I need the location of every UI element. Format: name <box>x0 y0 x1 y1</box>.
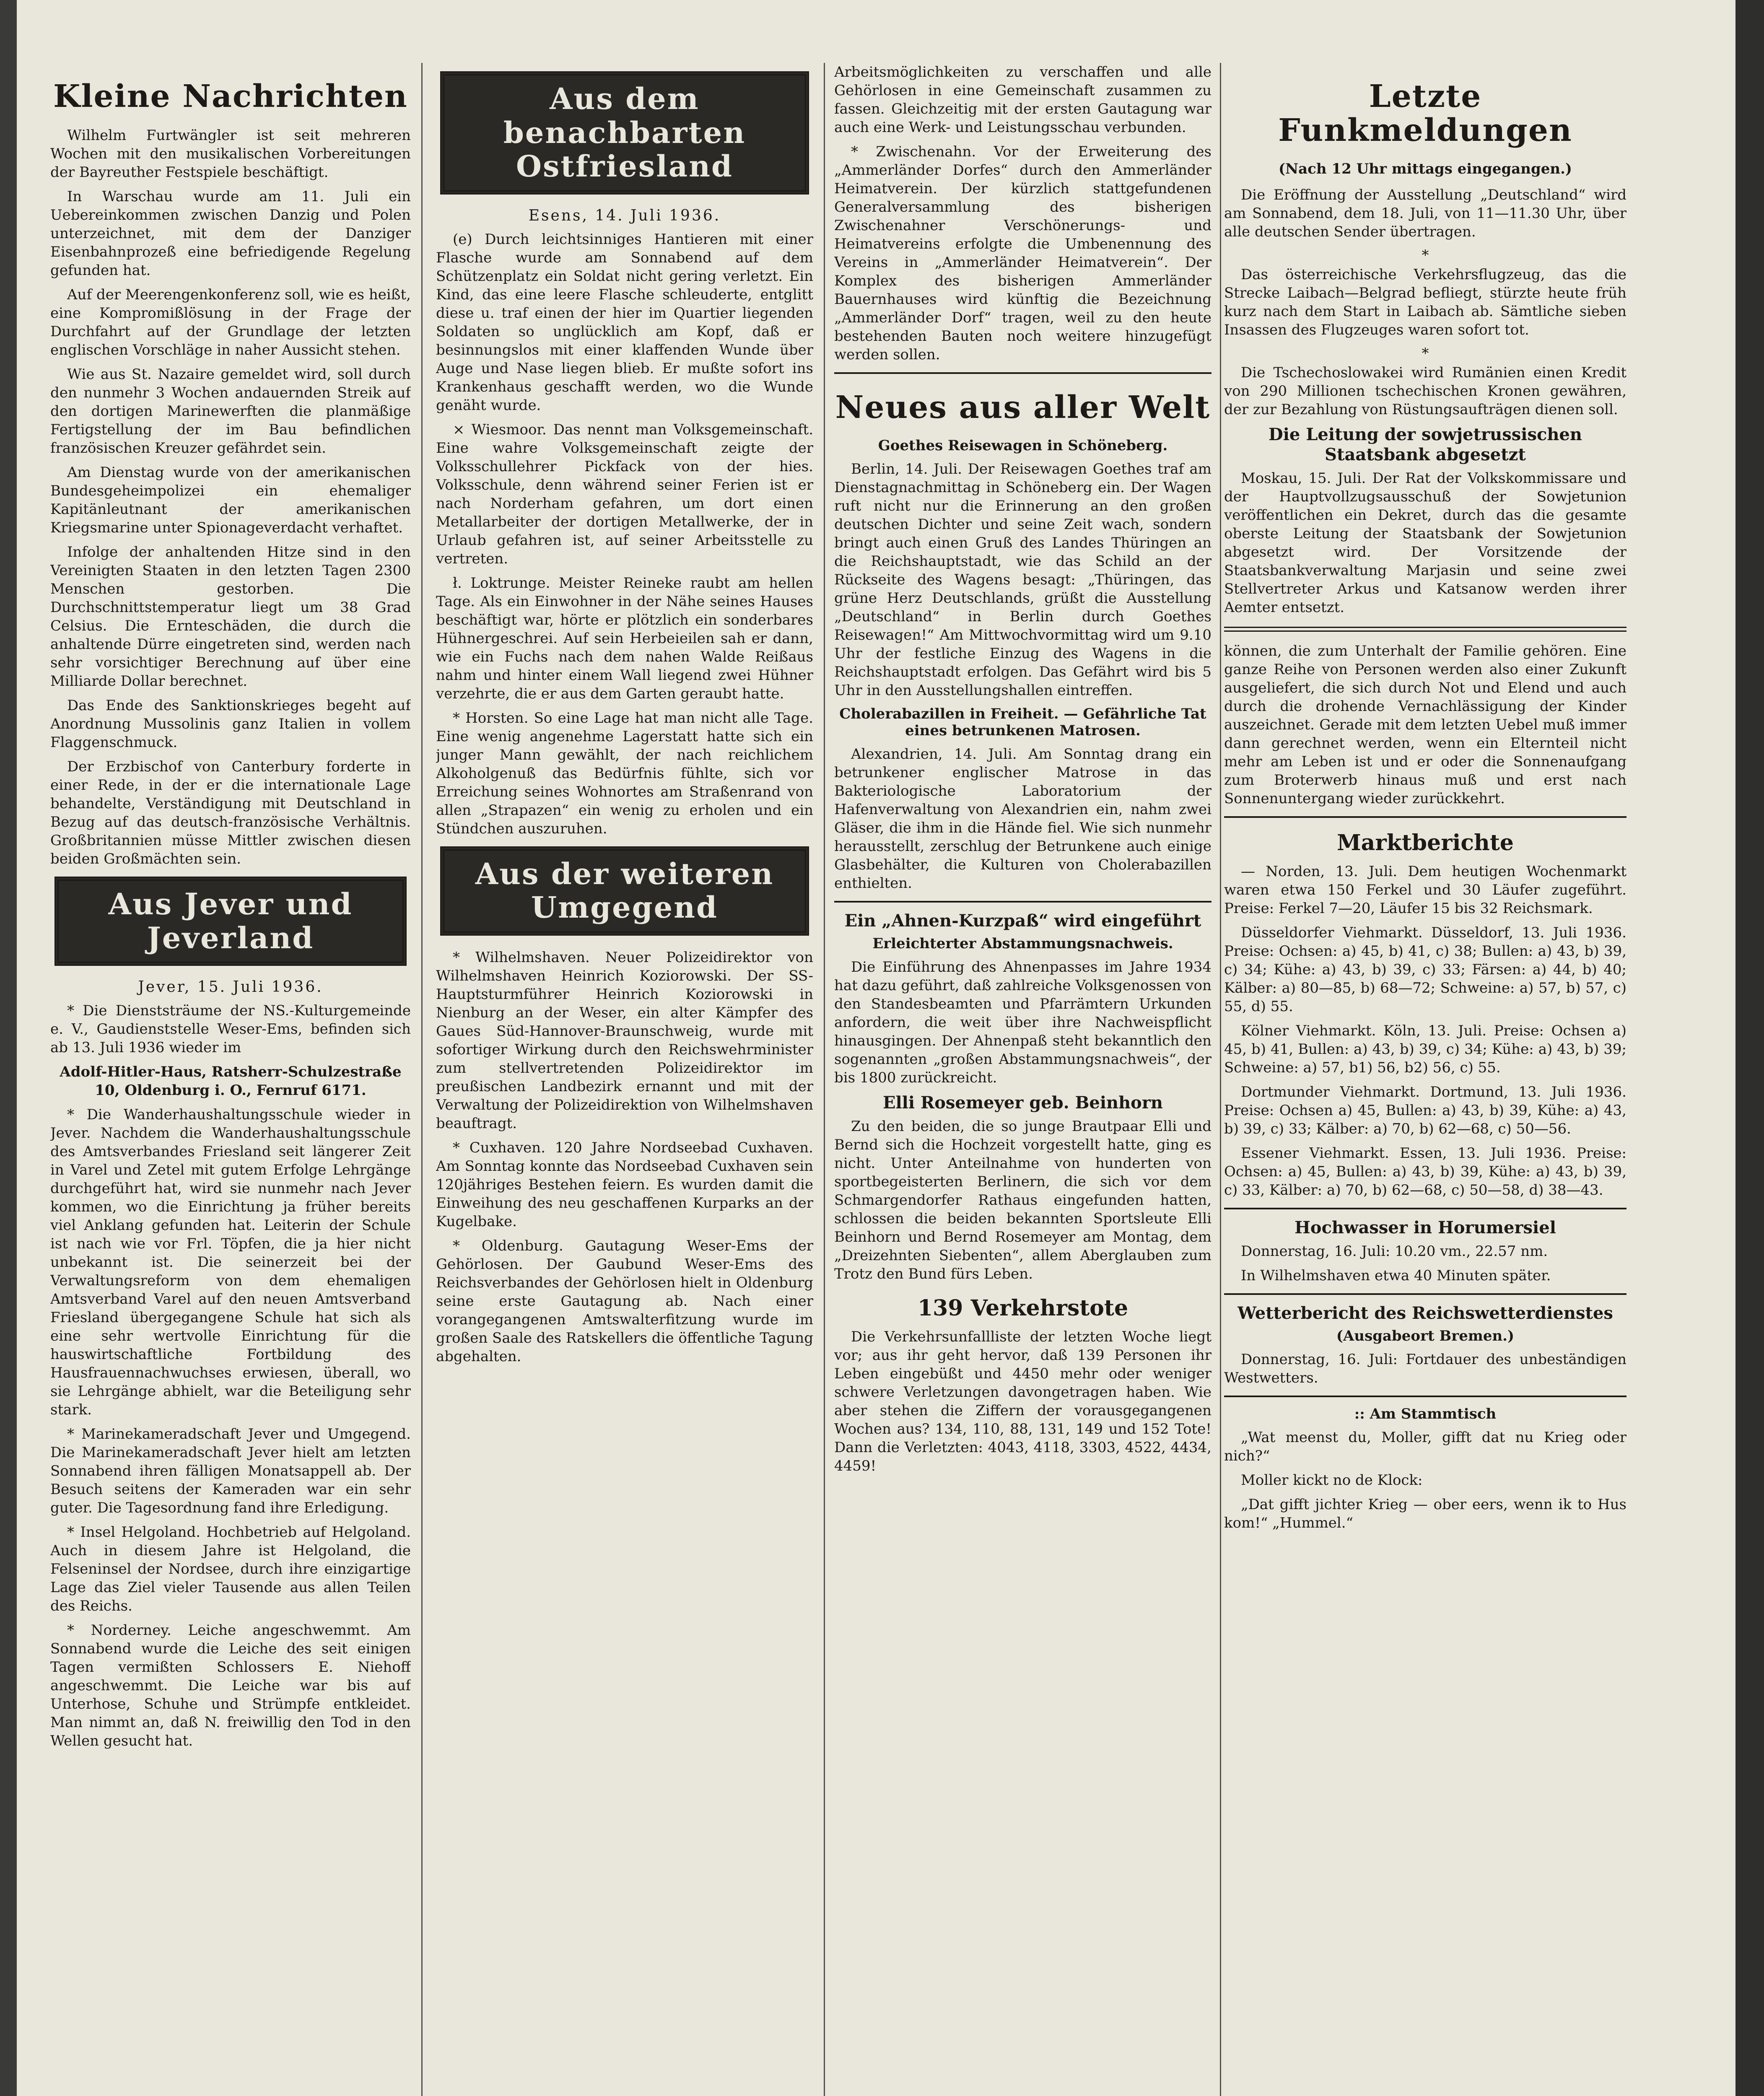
dialogue-line: „Dat gifft jichter Krieg — ober eers, wenn ik to Hus kom!“ „Hummel.“ <box>1224 1496 1627 1531</box>
news-item: Die Einführung des Ahnenpasses im Jahre 1934 hat dazu geführt, daß zahlreiche Volksgenossen von den Standesbeamten und Pfarrämtern Urkunden anfordern, die weit über ihre Nachweispflicht hinausgingen. Der Ahnenpaß steht bekanntlich den sogenannten „großen Abstammungsnachweis“, der bis 1800 zurückreicht. <box>834 959 1211 1087</box>
dateline: Jever, 15. Juli 1936. <box>138 978 323 996</box>
divider <box>1224 816 1627 818</box>
headline: Elli Rosemeyer geb. Beinhorn <box>882 1093 1163 1113</box>
news-item: Infolge der anhaltenden Hitze sind in den Vereinigten Staaten in den letzten Tagen 2300 Menschen gestorben. Die Durchschnittstemperatur liegt um 38 Grad Celsius. Die Ernteschäden, die durch die anhaltende Dürre eingetreten sind, werden nach sehr vorsichtiger Berechnung auf über eine Milliarde Dollar berechnet. <box>50 544 411 690</box>
address-line: Adolf-Hitler-Haus, Ratsherr-Schulzestraße 10, Oldenburg i. O., Fernruf 6171. <box>60 1064 402 1099</box>
news-item: * Oldenburg. Gautagung Weser-Ems der Gehörlosen. Der Gaubund Weser-Ems des Reichsverbandes der Gehörlosen hielt in Oldenburg seine erste Gautagung ab. Nach einer vorangegangenen Amtswalterfitzung wurde im großen Saale des Ratskellers die öffentliche Tagung abgehalten. <box>436 1237 813 1365</box>
market-item: Essener Viehmarkt. Essen, 13. Juli 1936. Preise: Ochsen: a) 45, Bullen: a) 43, b) 39, Kühe: a) 43, b) 39, c) 33, Kälber: a) 70, b) 62—68, c) 50—58, d) 38—43. <box>1224 1144 1627 1198</box>
news-item: Das Ende des Sanktionskrieges begeht auf Anordnung Mussolinis ganz Italien in vollem Flaggenschmuck. <box>50 697 411 751</box>
news-item: können, die zum Unterhalt der Familie gehören. Eine ganze Reihe von Personen werden also einer Zukunft ausgeliefert, die sich durch Not und Elend und auch durch die drohende Vernachlässigung der Kinder auszeichnet. Gerade mit dem letzten Uebel muß immer dann gerechnet werden, wenn ein Elternteil nicht mehr am Leben ist und er oder die Sonnenaufgang zum Broterwerb hinaus muß und erst nach Sonnenuntergang wieder zurückkehrt. <box>1224 642 1627 807</box>
subheadline: Erleichterter Abstammungsnachweis. <box>872 935 1173 952</box>
dateline: Esens, 14. Juli 1936. <box>528 207 721 224</box>
news-item: Die Verkehrsunfallliste der letzten Woche liegt vor; aus ihr geht hervor, daß 139 Personen ihr Leben eingebüßt und 4450 mehr oder weniger schwere Verletzungen davongetragen haben. Wie aber stehen die Ziffern der vorausgegangenen Wochen aus? 134, 110, 88, 131, 149 und 152 Tote! Dann die Verletzten: 4043, 4118, 3303, 4522, 4434, 4459! <box>834 1328 1211 1475</box>
weather-line: Donnerstag, 16. Juli: Fortdauer des unbeständigen Westwetters. <box>1224 1351 1627 1386</box>
news-item: * Die Dienststräume der NS.-Kulturgemeinde e. V., Gaudienststelle Weser-Ems, befinden sich ab 13. Juli 1936 wieder im <box>50 1002 411 1056</box>
news-item: (e) Durch leichtsinniges Hantieren mit einer Flasche wurde am Sonnabend auf dem Schützenplatz ein Soldat nicht gering verletzt. Ein Kind, das eine leere Flasche schleuderte, entglitt diese u. traf einen der hier im Quartier liegenden Soldaten so unglücklich am Kopf, daß er besinnungslos mit einer klaffenden Wunde über Auge und Nase liegen blieb. Er mußte sofort ins Krankenhaus geschafft werden, wo die Wunde genäht wurde. <box>436 231 813 414</box>
column-divider <box>824 63 825 2096</box>
divider <box>834 901 1211 903</box>
news-item: * Zwischenahn. Vor der Erweiterung des „Ammerländer Dorfes“ durch den Ammerländer Heimatverein. Der kürzlich stattgefundenen Generalversammlung des bisherigen Zwischenahner Verschönerungs- und Heimatvereins erfolgte die Umbenennung des Vereins in „Ammerländer Heimatverein“. Der Komplex des bisherigen Ammerländer Bauernhauses wird künftig die Bezeichnung „Ammerländer Dorf“ tragen, weil zu den heute bestehenden Bauten noch weitere hinzugefügt werden sollen. <box>834 143 1211 363</box>
news-item: Moskau, 15. Juli. Der Rat der Volkskommissare und der Hauptvollzugsausschuß der Sowjetunion veröffentlichen ein Dekret, durch das die gesamte oberste Leitung der Staatsbank der Sowjetunion abgesetzt wird. Der Vorsitzende der Staatsbankverwaltung Marjasin und seine zwei Stellvertreter Arkus und Katsanow werden ihrer Aemter entsetzt. <box>1224 470 1627 616</box>
tide-line: Donnerstag, 16. Juli: 10.20 vm., 22.57 nm. <box>1241 1243 1548 1260</box>
divider <box>1224 1293 1627 1295</box>
headline-marktberichte: Marktberichte <box>1337 830 1514 856</box>
separator-star: * <box>1422 345 1429 362</box>
news-item: In Warschau wurde am 11. Juli ein Uebereinkommen zwischen Danzig und Polen unterzeichnet, mit dem der Danziger Eisenbahnprozeß eine befriedigende Regelung gefunden hat. <box>50 188 411 279</box>
news-item: Berlin, 14. Juli. Der Reisewagen Goethes traf am Dienstagnachmittag in Schöneberg ein. Der Wagen ruft nicht nur die Erinnerung an den großen deutschen Dichter und seine Zeit wach, sondern bringt auch einen Gruß des Landes Thüringen an die Reichshauptstadt, wie das Schild an der Rückseite des Wagens besagt: „Thüringen, das grüne Herz Deutschlands, grüßt die Ausstellung „Deutschland“ in Berlin durch Goethes Reisewagen!“ Am Mittwochvormittag wird um 9.10 Uhr der festliche Einzug des Wagens in die Reichshauptstadt erfolgen. Das Gefährt wird bis 5 Uhr in den Ausstellungshallen eintreffen. <box>834 461 1211 699</box>
divider <box>1224 627 1627 632</box>
news-item: * Marinekameradschaft Jever und Umgegend. Die Marinekameradschaft Jever hielt am letzten Sonnabend ihren fälligen Monatsappell ab. Der Besuch seitens der Kameraden war ein sehr guter. Die Tagesordnung fand ihre Erledigung. <box>50 1426 411 1517</box>
headline: Die Leitung der sowjetrussischen Staatsbank abgesetzt <box>1269 424 1582 464</box>
market-item: Kölner Viehmarkt. Köln, 13. Juli. Preise: Ochsen a) 45, b) 41, Bullen: a) 43, b) 39, c) 34; Kühe: a) 43, b) 39; Schweine: a) 57, b1) 56, b2) 56, c) 55. <box>1224 1022 1627 1076</box>
tide-line: In Wilhelmshaven etwa 40 Minuten später. <box>1241 1267 1551 1284</box>
news-item: * Wilhelmshaven. Neuer Polizeidirektor von Wilhelmshaven Heinrich Koziorowski. Der SS-Hauptsturmführer Heinrich Koziorowski in Nienburg an der Weser, ein alter Kämpfer des Gaues Süd-Hannover-Braunschweig, wurde mit sofortiger Wirkung durch den Reichswehrminister zum stellvertretenden Polizeidirektor im preußischen Landbezirk ernannt und mit der Verwaltung der Polizeidirektion von Wilhelmshaven beauftragt. <box>436 949 813 1132</box>
section-title-kleine-nachrichten: Kleine Nachrichten <box>53 78 408 114</box>
news-item: Wilhelm Furtwängler ist seit mehreren Wochen mit den musikalischen Vorbereitungen der Bayreuther Festspiele beschäftigt. <box>50 127 411 181</box>
divider <box>1224 1396 1627 1397</box>
column-3 <box>834 63 1211 1481</box>
section-box-ostfriesland: Aus dem benachbarten Ostfriesland <box>440 71 809 195</box>
market-item: — Norden, 13. Juli. Dem heutigen Wochenmarkt waren etwa 150 Ferkel und 30 Läufer zugeführt. Preise: Ferkel 7—20, Läufer 15 bis 32 Reichsmark. <box>1224 863 1627 917</box>
section-title-letzte-funkmeldungen: Letzte Funkmeldungen <box>1278 78 1572 149</box>
headline: 139 Verkehrstote <box>917 1295 1128 1321</box>
news-item: * Cuxhaven. 120 Jahre Nordseebad Cuxhaven. Am Sonntag konnte das Nordseebad Cuxhaven sein 120jähriges Bestehen feiern. Es wurden damit die Einweihung des neu geschaffenen Kurparks an der Kugelbake. <box>436 1139 813 1230</box>
column-divider <box>421 63 423 2096</box>
news-item: Zu den beiden, die so junge Brautpaar Elli und Bernd sich die Hochzeit vorgestellt hatte, ging es nicht. Unter Anteilnahme von hunderten von sportbegeisterten Berlinern, die sich vor dem Schmargendorfer Rathaus eingefunden hatten, schlossen die beiden bekannten Sportsleute Elli Beinhorn und Bernd Rosemeyer am Montag, dem „Dreizehnten Siebenten“, allem Aberglauben zum Trotz den Bund fürs Leben. <box>834 1118 1211 1283</box>
news-item: ł. Loktrunge. Meister Reineke raubt am hellen Tage. Als ein Einwohner in der Nähe seines Hauses beschäftigt war, hörte er plötzlich ein sonderbares Hühnergeschrei. Auf sein Herbeieilen sah er dann, wie ein Fuchs nach dem nahen Walde Reißaus nahm und hinter einem Wall liegend zwei Hühner verzehrte, die er aus dem Garten geraubt hatte. <box>436 574 813 702</box>
divider <box>1224 1208 1627 1209</box>
market-item: Düsseldorfer Viehmarkt. Düsseldorf, 13. Juli 1936. Preise: Ochsen: a) 45, b) 41, c) 38; Bullen: a) 43, b) 39, c) 34; Kühe: a) 43, b) 39, c) 33; Färsen: a) 44, b) 40; Kälber: a) 80—85, b) 68—72; Schweine: a) 57, b) 57, c) 55, d) 55. <box>1224 924 1627 1015</box>
headline: Goethes Reisewagen in Schöneberg. <box>878 437 1168 454</box>
column-2 <box>436 63 813 1372</box>
news-item: * Die Wanderhaushaltungsschule wieder in Jever. Nachdem die Wanderhaushaltungsschule des Amtsverbandes Friesland seit längerer Zeit in Varel und Zetel mit gutem Erfolge Lehrgänge durchgeführt hat, wird sie nunmehr nach Jever kommen, wo die Einrichtung ja früher bereits viel Anklang gefunden hat. Leiterin der Schule ist nach wie vor Frl. Töpfen, die ja hier nicht unbekannt ist. Die seinerzeit bei der Verwaltungsreform von dem ehemaligen Amtsverband Varel auf den neuen Amtsverband Friesland übergegangene Schule hat sich als eine sehr wertvolle Einrichtung für die hauswirtschaftliche Fortbildung des Hausfrauennachwuchses erwiesen, überall, wo sie Lehrgänge abhielt, war die Beteiligung sehr stark. <box>50 1106 411 1419</box>
column-divider <box>1220 63 1221 2096</box>
headline: Ein „Ahnen-Kurzpaß“ wird eingeführt <box>844 911 1201 931</box>
headline: Hochwasser in Horumersiel <box>1294 1217 1556 1237</box>
news-item: Die Tschechoslowakei wird Rumänien einen Kredit von 290 Millionen tschechischen Kronen gewähren, der zur Bezahlung von Rüstungsaufträgen dienen soll. <box>1224 364 1627 418</box>
timestamp-note: (Nach 12 Uhr mittags eingegangen.) <box>1278 160 1572 177</box>
news-item: Das österreichische Verkehrsflugzeug, das die Strecke Laibach—Belgrad befliegt, stürzte heute früh kurz nach dem Start in Laibach ab. Sämtliche sieben Insassen des Flugzeuges waren sofort tot. <box>1224 266 1627 338</box>
news-item: Auf der Meerengenkonferenz soll, wie es heißt, eine Kompromißlösung in der Frage der Durchfahrt auf der Grundlage der letzten englischen Vorschläge in naher Aussicht stehen. <box>50 286 411 359</box>
dialogue-line: „Wat meenst du, Moller, gifft dat nu Krieg oder nich?“ <box>1224 1429 1627 1464</box>
newspaper-page <box>17 0 1735 2096</box>
separator-star: * <box>1422 246 1429 264</box>
subheadline: (Ausgabeort Bremen.) <box>1336 1327 1515 1344</box>
news-item: Der Erzbischof von Canterbury forderte in einer Rede, in der er die internationale Lage behandelte, Verständigung mit Deutschland in Bezug auf das deutsch-französische Verhältnis. Großbritannien müsse Mittler zwischen diesen beiden Großmächten sein. <box>50 758 411 868</box>
section-box-jever: Aus Jever und Jeverland <box>54 877 407 966</box>
dialogue-line: Moller kickt no de Klock: <box>1241 1471 1423 1489</box>
column-4 <box>1224 63 1627 1538</box>
headline: :: Am Stammtisch <box>1354 1405 1497 1422</box>
news-item: Alexandrien, 14. Juli. Am Sonntag drang ein betrunkener englischer Matrose in das Bakteriologische Laboratorium der Hafenverwaltung von Alexandrien ein, nahm zwei Gläser, die ihm in die Hände fiel. Wie sich nunmehr herausstellt, zerschlug der Betrunkene auch einige Glasbehälter, die Kulturen von Cholerabazillen enthielten. <box>834 746 1211 892</box>
news-item: Arbeitsmöglichkeiten zu verschaffen und alle Gehörlosen in eine Gemeinschaft zusammen zu fassen. Gleichzeitig mit der ersten Gautagung war auch eine Werk- und Leistungsschau verbunden. <box>834 64 1211 136</box>
news-item: Die Eröffnung der Ausstellung „Deutschland“ wird am Sonnabend, dem 18. Juli, von 11—11.30 Uhr, über alle deutschen Sender übertragen. <box>1224 186 1627 240</box>
news-item: * Insel Helgoland. Hochbetrieb auf Helgoland. Auch in diesem Jahre ist Helgoland, die Felseninsel der Nordsee, durch ihre einzigartige Lage das Ziel vieler Tausende aus allen Teilen des Reichs. <box>50 1524 411 1615</box>
news-item: Wie aus St. Nazaire gemeldet wird, soll durch den nunmehr 3 Wochen andauernden Streik auf den dortigen Marinewerften die planmäßige Fertigstellung der im Bau befindlichen französischen Kreuzer gefährdet sein. <box>50 366 411 457</box>
news-item: Am Dienstag wurde von der amerikanischen Bundesgeheimpolizei ein ehemaliger Kapitänleutnant der amerikanischen Kriegsmarine unter Spionageverdacht verhaftet. <box>50 464 411 537</box>
news-item: × Wiesmoor. Das nennt man Volksgemeinschaft. Eine wahre Volksgemeinschaft zeigte der Volksschullehrer Pickfack von der hies. Volksschule, denn während seiner Ferien ist er nach Norderham gefahren, um dort einen Metallarbeiter der dortigen Metallwerke, der in Urlaub gefahren ist, auf seiner Arbeitsstelle zu vertreten. <box>436 421 813 567</box>
section-title-neues-aus-aller-welt: Neues aus aller Welt <box>835 389 1211 425</box>
headline: Cholerabazillen in Freiheit. — Gefährliche Tat eines betrunkenen Matrosen. <box>839 706 1206 739</box>
market-item: Dortmunder Viehmarkt. Dortmund, 13. Juli 1936. Preise: Ochsen a) 45, Bullen: a) 43, b) 39, Kühe: a) 43, b) 39, c) 33; Kälber: a) 70, b) 62—68, c) 50—56. <box>1224 1083 1627 1137</box>
headline: Wetterbericht des Reichswetterdienstes <box>1237 1303 1613 1323</box>
divider <box>834 372 1211 374</box>
column-1 <box>50 63 411 1756</box>
news-item: * Horsten. So eine Lage hat man nicht alle Tage. Eine wenig angenehme Lagerstatt hatte sich ein junger Mann gewählt, der nach reichlichem Alkoholgenuß das Bedürfnis fühlte, sich vor Erreichung seines Wohnortes am Straßenrand von allen „Strapazen“ ein wenig zu erholen und ein Stündchen auszuruhen. <box>436 709 813 837</box>
news-item: * Norderney. Leiche angeschwemmt. Am Sonnabend wurde die Leiche des seit einigen Tagen vermißten Schlossers E. Niehoff angeschwemmt. Die Leiche war bis auf Unterhose, Schuhe und Strümpfe entkleidet. Man nimmt an, daß N. freiwillig den Tod in den Wellen gesucht hat. <box>50 1622 411 1750</box>
section-box-umgegend: Aus der weiteren Umgegend <box>440 846 809 936</box>
page-edge <box>1735 0 1764 2096</box>
